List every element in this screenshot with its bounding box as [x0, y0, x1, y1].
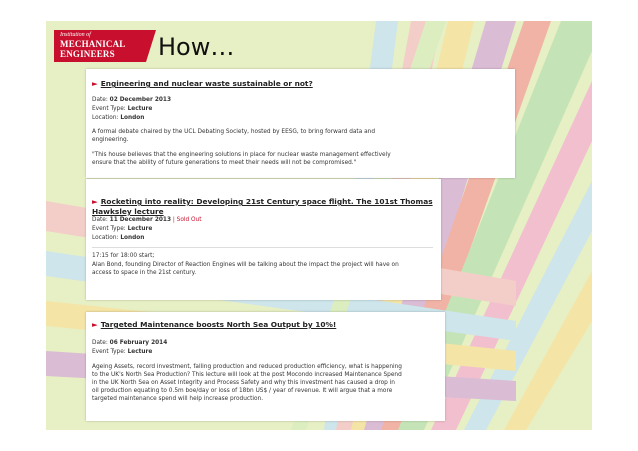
- event-time: 17:15 for 18:00 start;: [92, 253, 155, 259]
- sold-out-badge: | Sold Out: [172, 217, 202, 223]
- event-title: Engineering and nuclear waste sustainable or not?: [100, 79, 313, 88]
- arrow-right-icon: ►: [92, 197, 98, 206]
- event-date: Date: 02 December 2013: [92, 97, 171, 103]
- event-description: A formal debate chaired by the UCL Debating Society, hosted by EESG, to bring forward data and engineering.: [92, 129, 375, 143]
- logo-line-2: MECHANICAL: [60, 39, 126, 49]
- event-location: Location: London: [92, 115, 145, 121]
- event-location: Location: London: [92, 235, 145, 241]
- event-quote: "This house believes that the engineering solutions in place for nuclear waste management effectively ensure that the ability of future generations to meet their needs will not be compromised.": [92, 152, 391, 166]
- event-type: Event Type: Lecture: [92, 226, 153, 232]
- event-description: Ageing Assets, record investment, falling production and reduced production efficiency, what is happening to the UK's North Sea Production? This lecture will look at the post Mocondo increased Maintenance Spend in the UK North Sea on Asset Integrity and Process Safety and why this investment has caused a drop in oil production equating to 0.5m boe/day or loss of 18bn US$ / year of revenue. It will argue that a more targeted maintenance spend will help increase production.: [92, 364, 402, 402]
- slide: [46, 21, 592, 430]
- logo-line-1: Institution of: [60, 32, 91, 38]
- arrow-right-icon: ►: [92, 79, 98, 88]
- event-type: Event Type: Lecture: [92, 349, 153, 355]
- event-description: Alan Bond, founding Director of Reaction Engines will be talking about the impact the project will have on access to space in the 21st century.: [92, 262, 399, 276]
- divider: [92, 247, 433, 248]
- logo-notch: [146, 30, 156, 62]
- event-date: Date: 11 December 2013 | Sold Out: [92, 217, 202, 223]
- event-title-link[interactable]: [92, 320, 336, 329]
- arrow-right-icon: ►: [92, 320, 98, 329]
- event-card: [86, 179, 441, 300]
- event-type: Event Type: Lecture: [92, 106, 153, 112]
- event-title: Targeted Maintenance boosts North Sea Output by 10%!: [100, 320, 337, 329]
- event-title-link[interactable]: [92, 187, 433, 217]
- logo-line-3: ENGINEERS: [60, 49, 115, 59]
- event-card: [86, 312, 445, 421]
- slide-title: How…: [158, 33, 235, 61]
- event-title: Rocketing into reality: Developing 21st Century space flight. The 101st Thomas Hawksley lecture: [92, 197, 433, 216]
- event-date: Date: 06 February 2014: [92, 340, 168, 346]
- event-card: [86, 69, 515, 178]
- institution-logo: [54, 30, 146, 62]
- event-title-link[interactable]: [92, 79, 313, 88]
